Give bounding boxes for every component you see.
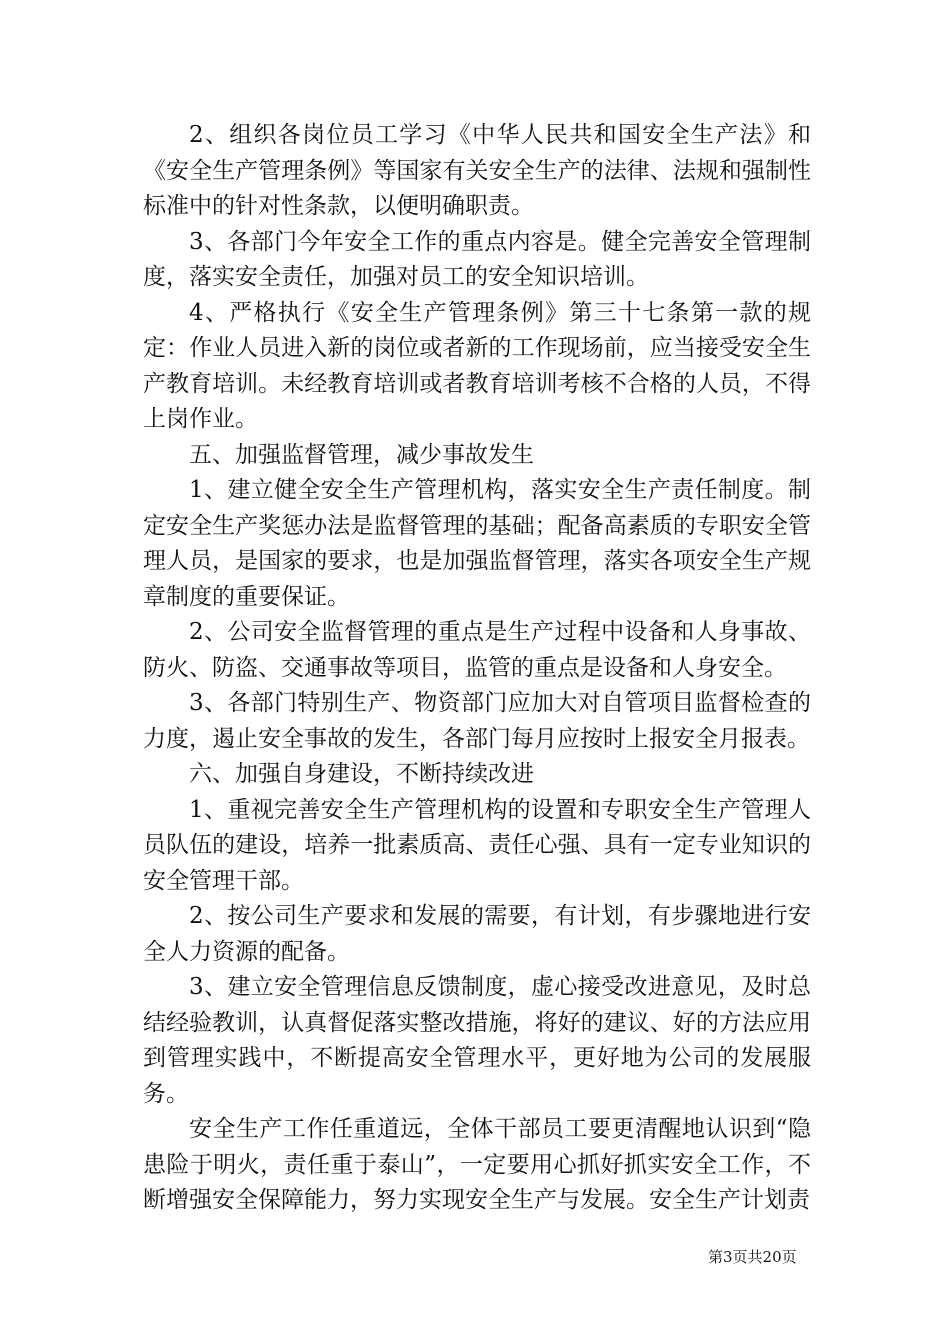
paragraph-section5-item-2: 2、公司安全监督管理的重点是生产过程中设备和人身事故、防火、防盗、交通事故等项目，监管的重点是设备和人身安全。: [143, 619, 811, 681]
document-body: [143, 118, 811, 1219]
paragraph-section5-item-1: 1、建立健全安全生产管理机构，落实安全生产责任制度。制定安全生产奖惩办法是监督管理的基础；配备高素质的专职安全管理人员，是国家的要求，也是加强监督管理，落实各项安全生产规章制度的重要保证。: [143, 477, 811, 610]
paragraph-section5-item-3: 3、各部门特别生产、物资部门应加大对自管项目监督检查的力度，遏止安全事故的发生，各部门每月应按时上报安全月报表。: [143, 690, 811, 752]
section-heading-5: 五、加强监督管理，减少事故发生: [189, 441, 534, 468]
paragraph-section6-item-3: 3、建立安全管理信息反馈制度，虚心接受改进意见，及时总结经验教训，认真督促落实整改措施，将好的建议、好的方法应用到管理实践中，不断提高安全管理水平，更好地为公司的发展服务。: [143, 974, 811, 1107]
paragraph-item-4: 4、严格执行《安全生产管理条例》第三十七条第一款的规定：作业人员进入新的岗位或者新的工作现场前，应当接受安全生产教育培训。未经教育培训或者教育培训考核不合格的人员，不得上岗作业。: [143, 299, 811, 432]
section-heading-6: 六、加强自身建设，不断持续改进: [189, 761, 534, 787]
paragraph-item-2: 2、组织各岗位员工学习《中华人民共和国安全生产法》和《安全生产管理条例》等国家有关安全生产的法律、法规和强制性标准中的针对性条款，以便明确职责。: [143, 122, 811, 219]
paragraph-closing: 安全生产工作任重道远，全体干部员工要更清醒地认识到“隐患险于明火，责任重于泰山”，一定要用心抓好抓实安全工作，不断增强安全保障能力，努力实现安全生产与发展。安全生产计划责: [143, 1116, 811, 1213]
page-number: 第3页共20页: [708, 1248, 797, 1266]
paragraph-section6-item-1: 1、重视完善安全生产管理机构的设置和专职安全生产管理人员队伍的建设，培养一批素质高、责任心强、具有一定专业知识的安全管理干部。: [143, 796, 811, 894]
paragraph-section6-item-2: 2、按公司生产要求和发展的需要，有计划，有步骤地进行安全人力资源的配备。: [143, 903, 811, 965]
paragraph-item-3: 3、各部门今年安全工作的重点内容是。健全完善安全管理制度，落实安全责任，加强对员工的安全知识培训。: [143, 228, 811, 290]
